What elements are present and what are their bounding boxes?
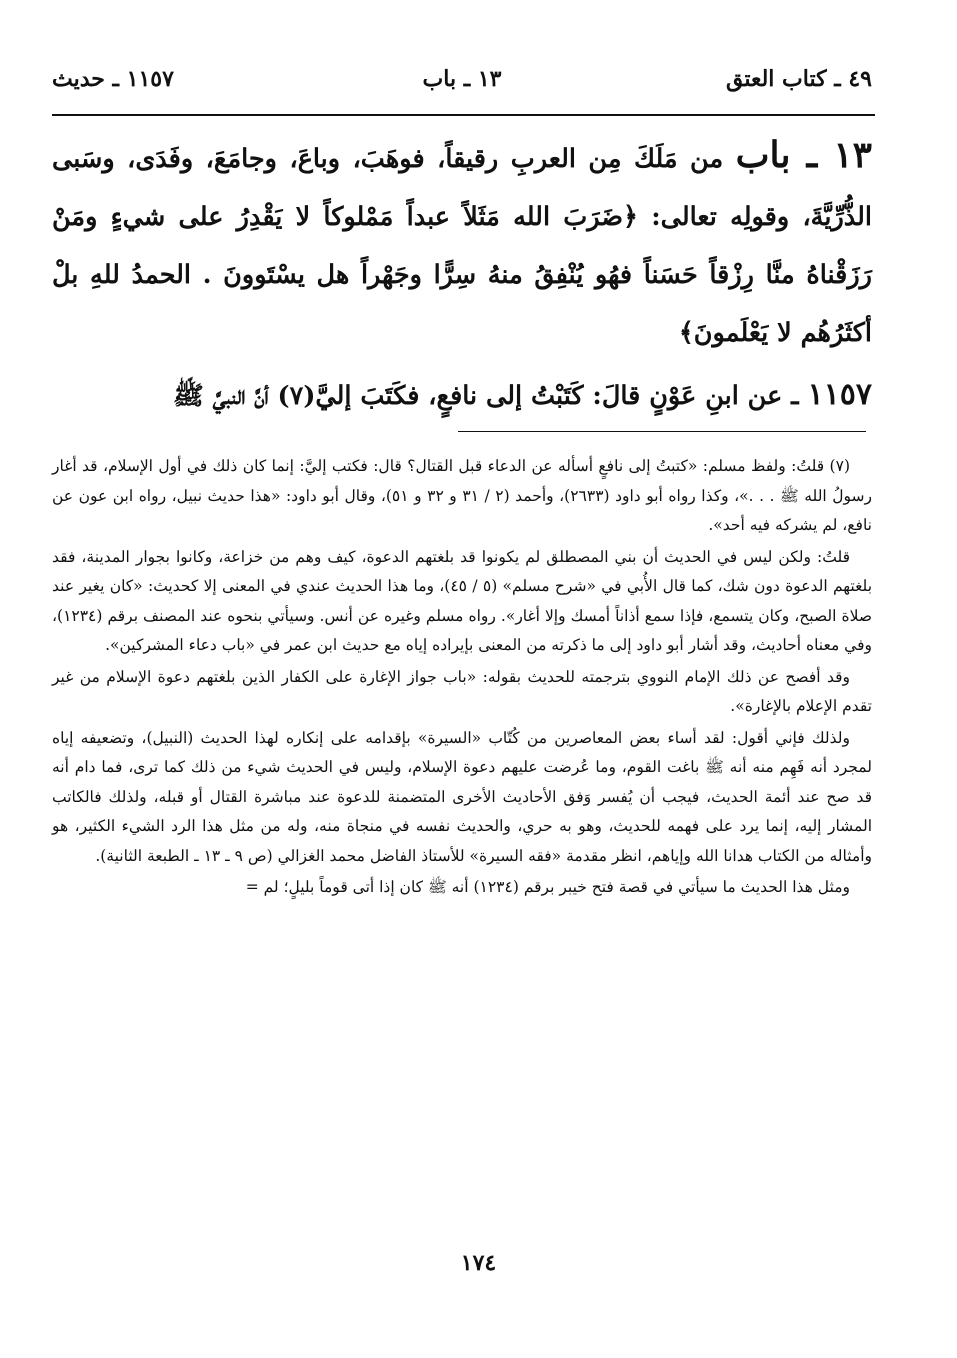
footnotes [52, 452, 872, 905]
running-header [52, 66, 872, 106]
hadith-number: ١١٥٧ [807, 377, 872, 412]
chapter-number: ١٣ ـ باب [735, 134, 872, 176]
main-text [52, 126, 872, 425]
footnote-paragraph: ومثل هذا الحديث ما سيأتي في قصة فتح خيبر برقم (١٢٣٤) أنه ﷺ كان إذا أتى قوماً بليلٍ؛ لم = [245, 878, 850, 896]
chapter-title-text: من مَلَكَ مِن العربِ رقيقاً، فوهَبَ، وباعَ، وجامَعَ، وفَدَى، وسَبى الذُّرِّيَّةَ، وقولِه تعالى: ﴿ضَرَبَ الله مَثَلاً عبداً مَمْلوكاً لا يَقْدِرُ على شيءٍ ومَنْ رَزَقْناهُ منَّا رِزْقاً حَسَناً فهُو يُنْفِقُ منهُ سِرًّا وجَهْراً هل يسْتَوونَ . الحمدُ للهِ بلْ أكثَرُهُم لا يَعْلَمونَ﴾ [52, 144, 872, 348]
header-book-title: ٤٩ ـ كتاب العتق [725, 66, 872, 92]
header-divider [52, 114, 875, 116]
footnote-paragraph: ولذلك فإني أقول: لقد أساء بعض المعاصرين من كُتّاب «السيرة» بإقدامه على إنكاره لهذا الحديث (النبيل)، وتضعيفه إياه لمجرد أنه فَهِم منه أنه ﷺ باغت القوم، وما عُرضت عليهم دعوة الإسلام، وليس في الحديث شيء من ذلك كما ترى، فما دام أنه قد صح عند أئمة الحديث، فيجب أن يُفسر وَفق الأحاديث الأخرى المتضمنة للدعوة عند مباشرة القتال أو قبله، ولذلك فالكاتب المشار إليه، إنما يرد على فهمه للحديث، وهو به حري، والحديث نفسه في منجاة منه، وله من مثل هذا الرد الشيء الكثير، هو وأمثاله من الكتاب هدانا الله وإياهم، انظر مقدمة «فقه السيرة» للأستاذ الفاضل محمد الغزالي (ص ٩ ـ ١٣ ـ الطبعة الثانية). [52, 728, 872, 865]
header-chapter: ١٣ ـ باب [422, 66, 502, 92]
footnote-paragraph: قلتُ: ولكن ليس في الحديث أن بني المصطلق لم يكونوا قد بلغتهم الدعوة، كيف وهم من خزاعة، وكانوا بجوار المدينة، فقد بلغتهم الدعوة دون شك، كما قال الأُبي في «شرح مسلم» (٥ / ٤٥)، وما هذا الحديث عندي في المعنى إلا كحديث: «كان يغير عند صلاة الصبح، وكان يتسمع، فإذا سمع أذاناً أمسك وإلا أغار». رواه مسلم وغيره عن أنس. وسيأتي بنحوه عند المصنف برقم (١٢٣٤)، وفي معناه أحاديث، وقد أشار أبو داود إلى ما ذكرته من المعنى بإيراده إياه مع حديث ابن عمر في «باب دعاء المشركين». [52, 547, 873, 654]
footnote-paragraph: (٧) قلتُ: ولفظ مسلم: «كتبتُ إلى نافعٍ أسأله عن الدعاء قبل القتال؟ قال: فكتب إليَّ: إنما كان ذلك في أول الإسلام، قد أغار رسولُ الله ﷺ . . .»، وكذا رواه أبو داود (٢٦٣٣)، وأحمد (٢ / ٣١ و ٣٢ و ٥١)، وقال أبو داود: «هذا حديث نبيل، رواه ابن عون عن نافع، لم يشركه فيه أحد». [52, 457, 872, 534]
hadith-text [52, 366, 872, 425]
hadith-body: ـ عن ابنِ عَوْنٍ قالَ: كَتَبْتُ إلى نافعٍ، فكَتَبَ إليَّ(٧) أنَّ النبيَّ ﷺ [172, 381, 799, 411]
chapter-heading [52, 126, 872, 362]
header-hadith-number: ١١٥٧ ـ حديث [52, 66, 174, 92]
footnote-divider [458, 431, 866, 432]
page-number: ١٧٤ [460, 1250, 497, 1276]
footnote-paragraph: وقد أفصح عن ذلك الإمام النووي بترجمته للحديث بقوله: «باب جواز الإغارة على الكفار الذين بلغتهم دعوة الإسلام من غير تقدم الإعلام بالإغارة». [52, 667, 872, 715]
